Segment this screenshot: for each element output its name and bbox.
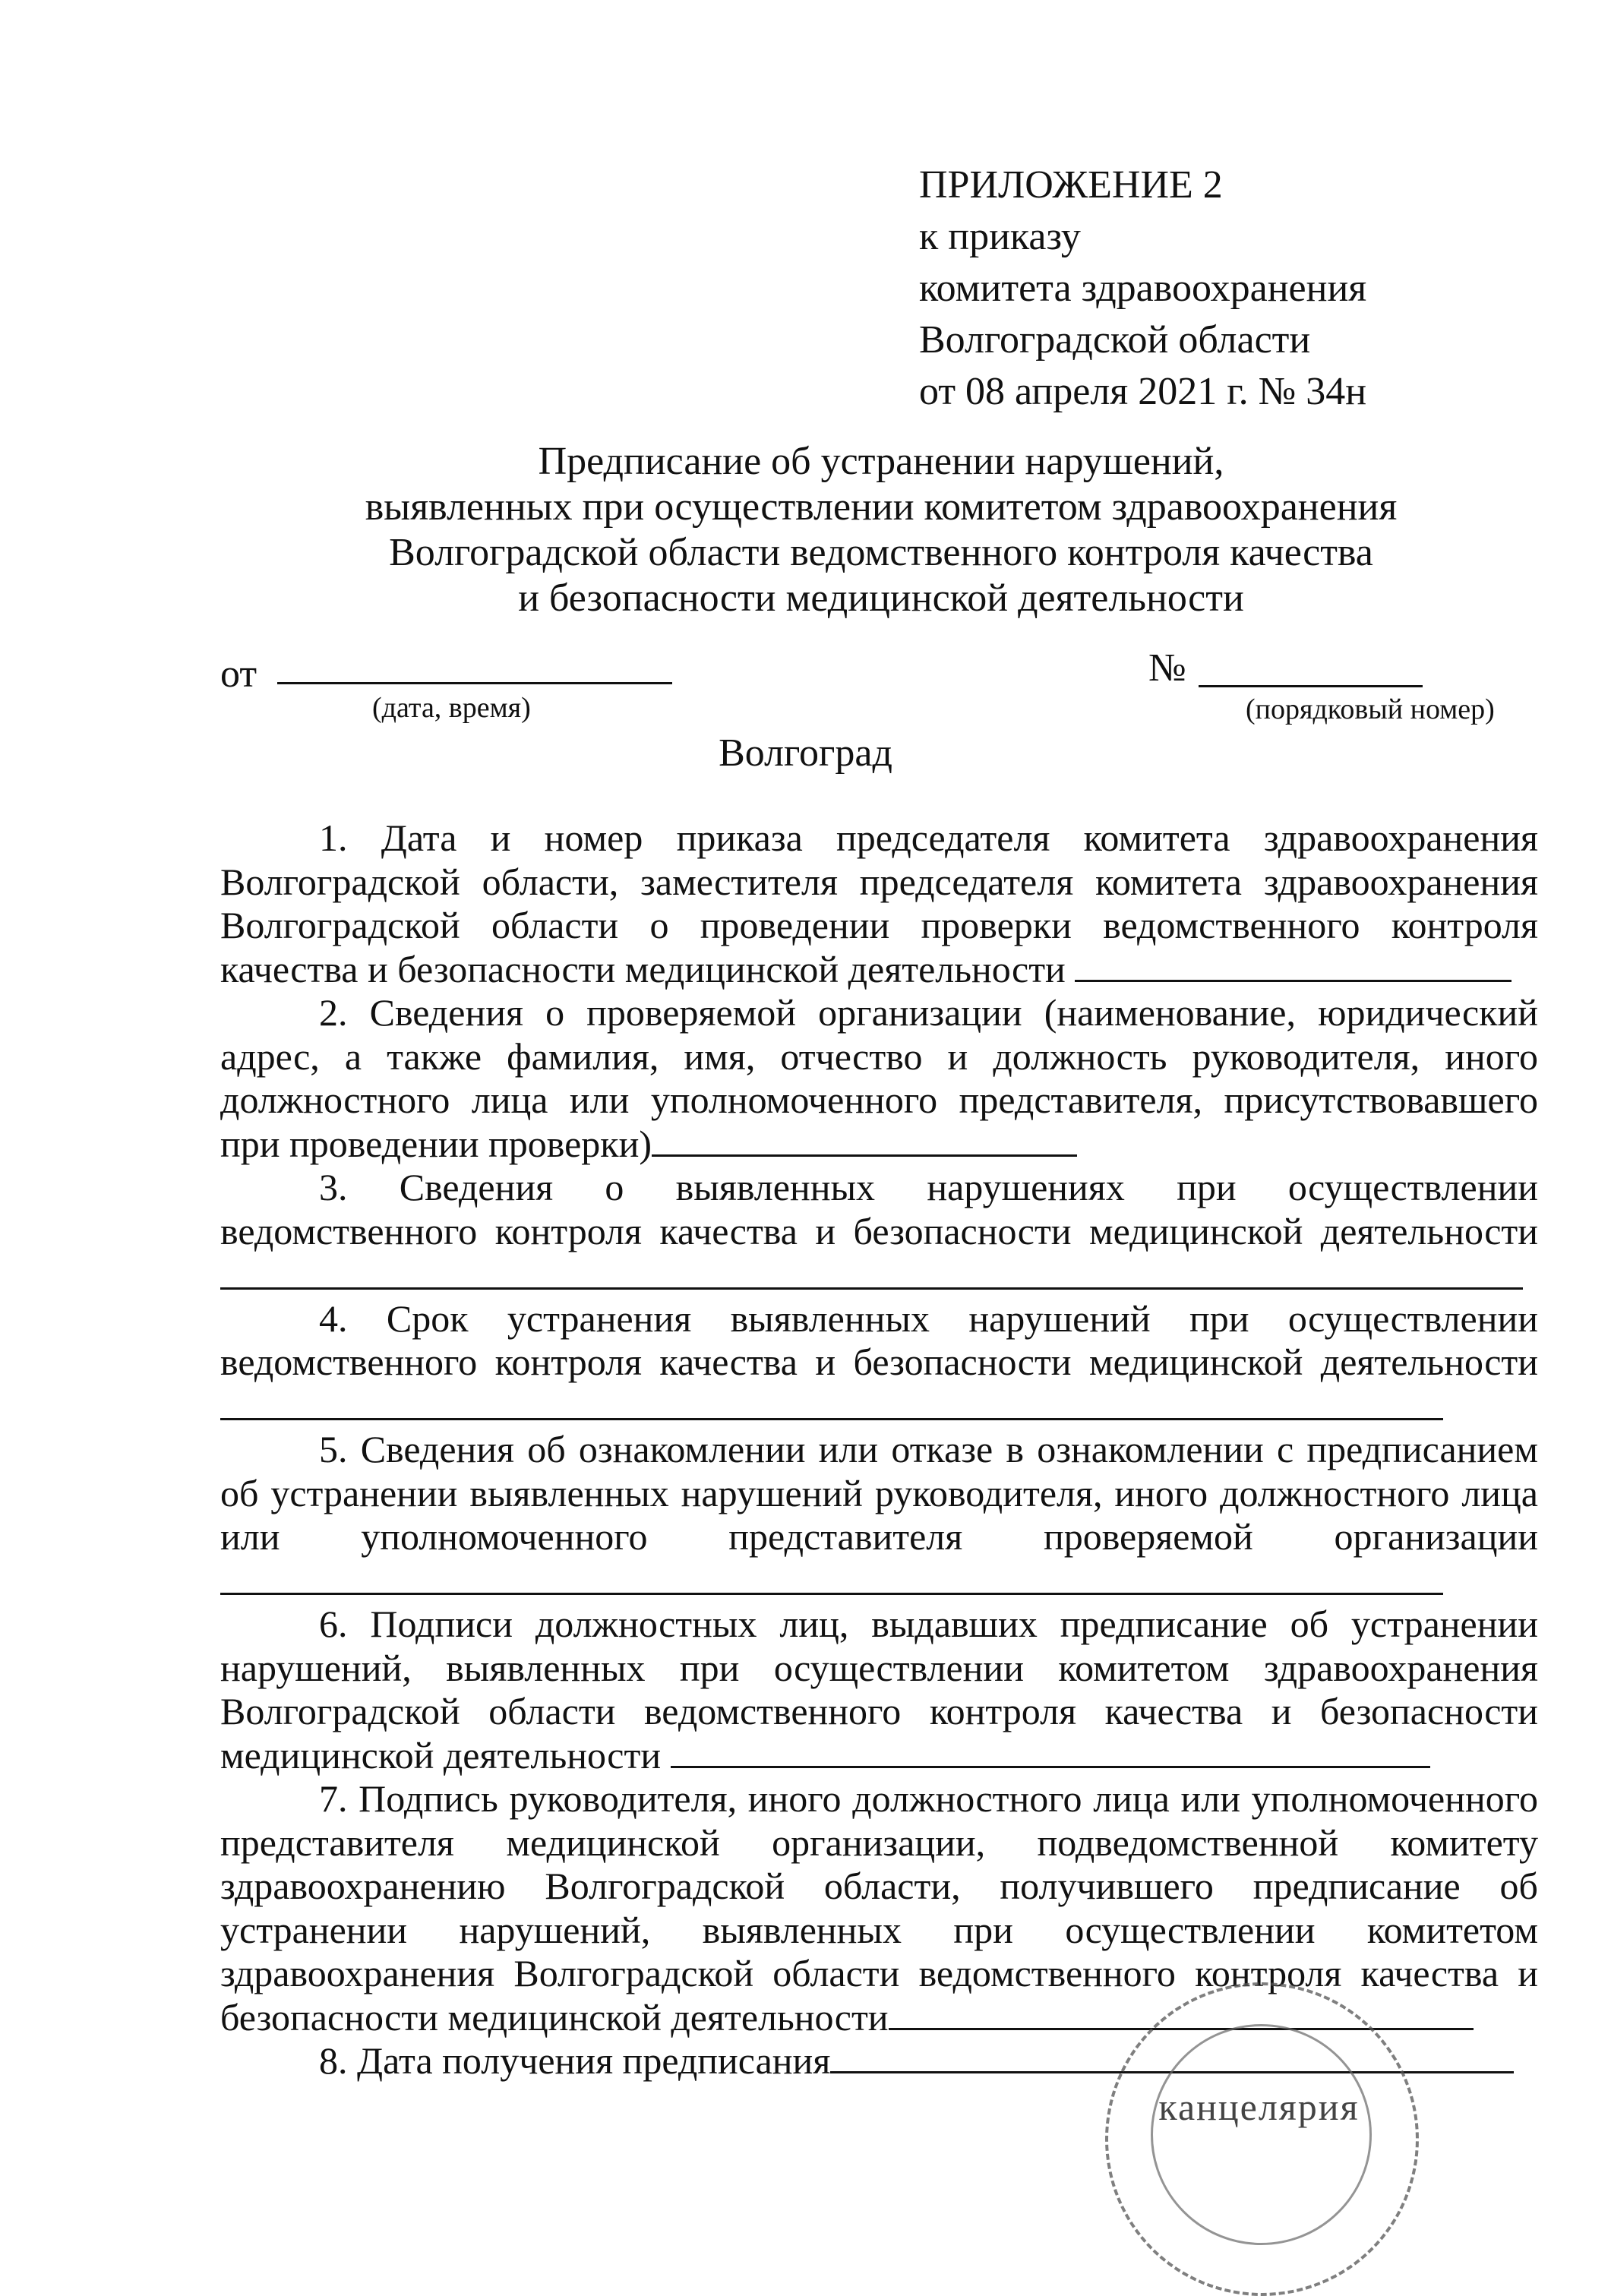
item-4	[220, 1297, 1538, 1385]
city: Волгоград	[719, 731, 892, 775]
number-label: №	[1148, 646, 1186, 690]
appendix-order-date: от 08 апреля 2021 г. № 34н	[919, 370, 1367, 413]
item-text: 4. Срок устранения выявленных нарушений при осуществлении ведомственного контроля качества и безопасности медицинской деятельности	[220, 1296, 1538, 1383]
item-5-field[interactable]	[220, 1593, 1443, 1595]
item-text: 8. Дата получения предписания	[319, 2039, 831, 2082]
serial-number-field[interactable]	[1199, 685, 1423, 687]
item-text: 2. Сведения о проверяемой организации (наименование, юридический адрес, а также фамилия, имя, отчество и должность руководителя, иного должностного лица или уполномоченного представителя, присутствовавшего при проведении проверки)	[220, 991, 1538, 1165]
item-text: 6. Подписи должностных лиц, выдавших предписание об устранении нарушений, выявленных при осуществлении комитетом здравоохранения Волгоградской области ведомственного контроля качества и безопасности медицинской деятельности	[220, 1603, 1538, 1776]
appendix-title: ПРИЛОЖЕНИЕ 2	[919, 163, 1223, 207]
item-text: 7. Подпись руководителя, иного должностного лица или уполномоченного представителя медицинской организации, подведомственной комитету здравоохранению Волгоградской области, получившего предписание об устранении нарушений, выявленных при осуществлении комитетом здравоохранения Волгоградской области ведомственного контроля качества и безопасности медицинской деятельности	[220, 1777, 1538, 2039]
item-3-field[interactable]	[220, 1287, 1523, 1290]
item-2	[220, 991, 1538, 1166]
appendix-line: Волгоградской области	[919, 318, 1311, 362]
item-7	[220, 1777, 1538, 2039]
office-stamp-text: канцелярия	[1158, 2086, 1360, 2128]
item-3-field-row	[220, 1253, 1538, 1297]
appendix-line: комитета здравоохранения	[919, 267, 1367, 310]
item-text: 3. Сведения о выявленных нарушениях при осуществлении ведомственного контроля качества и безопасности медицинской деятельности	[220, 1166, 1538, 1252]
from-label: от	[220, 652, 257, 696]
item-5-field-row	[220, 1559, 1538, 1603]
item-4-field[interactable]	[220, 1418, 1443, 1420]
item-3	[220, 1166, 1538, 1253]
title-line: Предписание об устранении нарушений,	[538, 440, 1224, 483]
appendix-header	[919, 159, 1366, 418]
date-time-hint: (дата, время)	[372, 692, 531, 724]
date-time-field[interactable]	[277, 682, 672, 684]
document-title	[228, 439, 1534, 621]
item-5	[220, 1428, 1538, 1559]
item-text: 1. Дата и номер приказа председателя комитета здравоохранения Волгоградской области, заместителя председателя комитета здравоохранения Волгоградской области о проведении проверки ведомственного контроля качества и безопасности медицинской деятельности	[220, 816, 1538, 990]
item-4-field-row	[220, 1385, 1538, 1429]
serial-number-hint: (порядковый номер)	[1246, 693, 1495, 725]
appendix-line: к приказу	[919, 215, 1081, 258]
office-stamp-inner-ring	[1151, 2024, 1372, 2245]
item-6-field[interactable]	[671, 1735, 1430, 1768]
item-text: 5. Сведения об ознакомлении или отказе в ознакомлении с предписанием об устранении выявленных нарушений руководителя, иного должностного лица или уполномоченного представителя проверяемой организации	[220, 1428, 1538, 1558]
title-line: и безопасности медицинской деятельности	[518, 576, 1244, 620]
item-1	[220, 816, 1538, 991]
item-1-field[interactable]	[1075, 949, 1511, 982]
item-6	[220, 1603, 1538, 1777]
title-line: Волгоградской области ведомственного контроля качества	[389, 531, 1373, 574]
document-body	[220, 816, 1538, 2083]
title-line: выявленных при осуществлении комитетом здравоохранения	[365, 485, 1398, 529]
item-2-field[interactable]	[652, 1124, 1077, 1157]
